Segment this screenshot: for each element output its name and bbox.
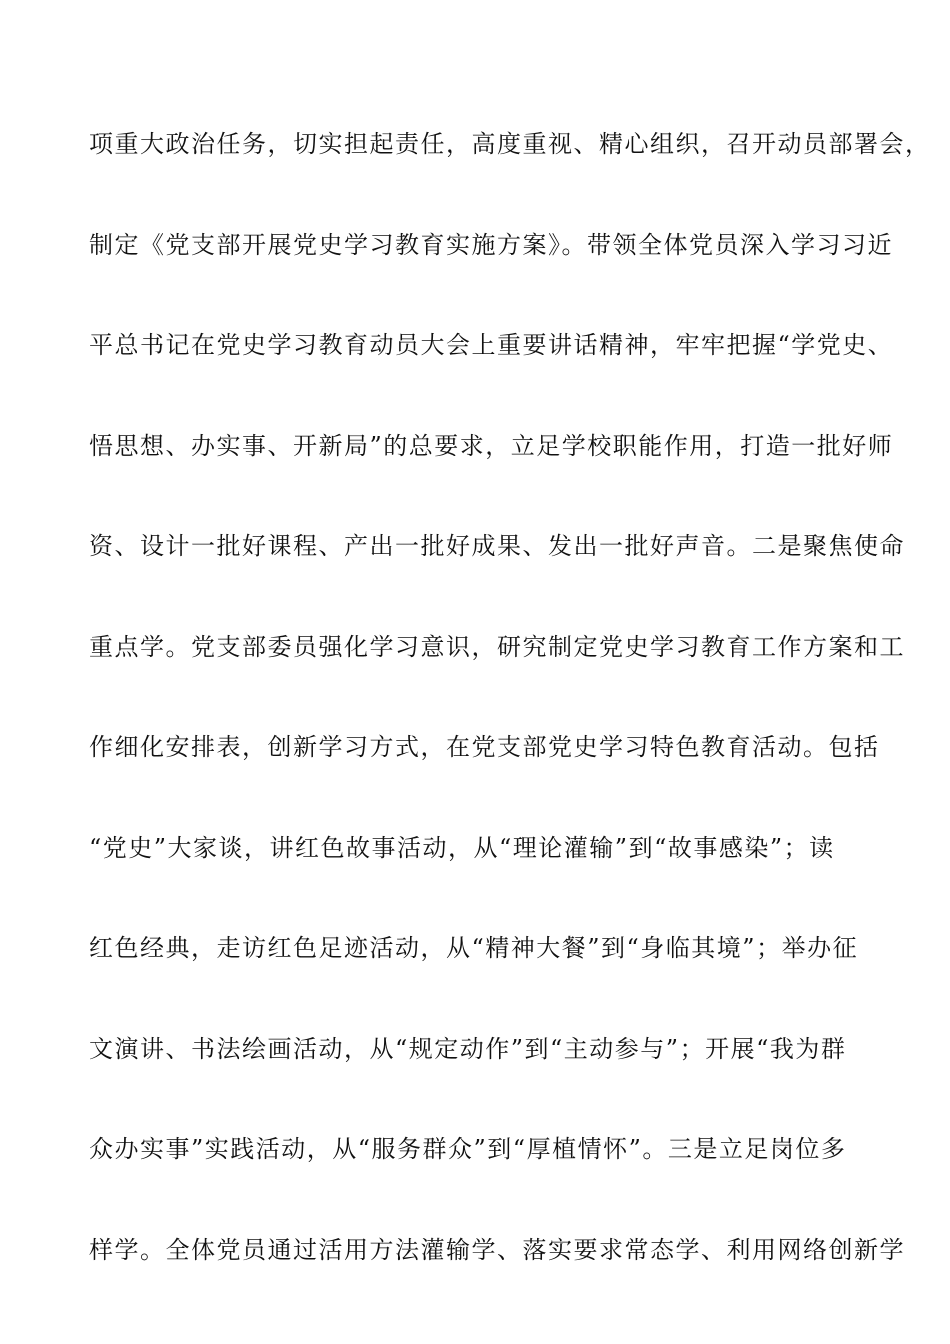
text-line: 重点学。党支部委员强化学习意识，研究制定党史学习教育工作方案和工 xyxy=(89,632,905,661)
text-line: 作细化安排表，创新学习方式，在党支部党史学习特色教育活动。包括 xyxy=(89,733,880,761)
text-line: 悟思想、办实事、开新局”的总要求，立足学校职能作用，打造一批好师 xyxy=(89,431,894,460)
body-text xyxy=(89,129,931,1335)
text-line: 项重大政治任务，切实担起责任，高度重视、精心组织，召开动员部署会， xyxy=(89,130,931,158)
text-line: 文演讲、书法绘画活动，从“规定动作”到“主动参与”；开展“我为群 xyxy=(89,1034,847,1063)
text-line: 平总书记在党史学习教育动员大会上重要讲话精神，牢牢把握“学党史、 xyxy=(89,331,894,359)
text-line: 众办实事”实践活动，从“服务群众”到“厚植情怀”。三是立足岗位多 xyxy=(89,1135,847,1163)
text-line: “党史”大家谈，讲红色故事活动，从“理论灌输”到“故事感染”；读 xyxy=(89,833,835,862)
text-line: 红色经典，走访红色足迹活动，从“精神大餐”到“身临其境”；举办征 xyxy=(89,934,859,962)
text-line: 资、设计一批好课程、产出一批好成果、发出一批好声音。二是聚焦使命 xyxy=(89,532,905,560)
text-line: 制定《党支部开展党史学习教育实施方案》。带领全体党员深入学习习近 xyxy=(89,230,893,259)
text-line: 样学。全体党员通过活用方法灌输学、落实要求常态学、利用网络创新学 xyxy=(89,1235,905,1264)
